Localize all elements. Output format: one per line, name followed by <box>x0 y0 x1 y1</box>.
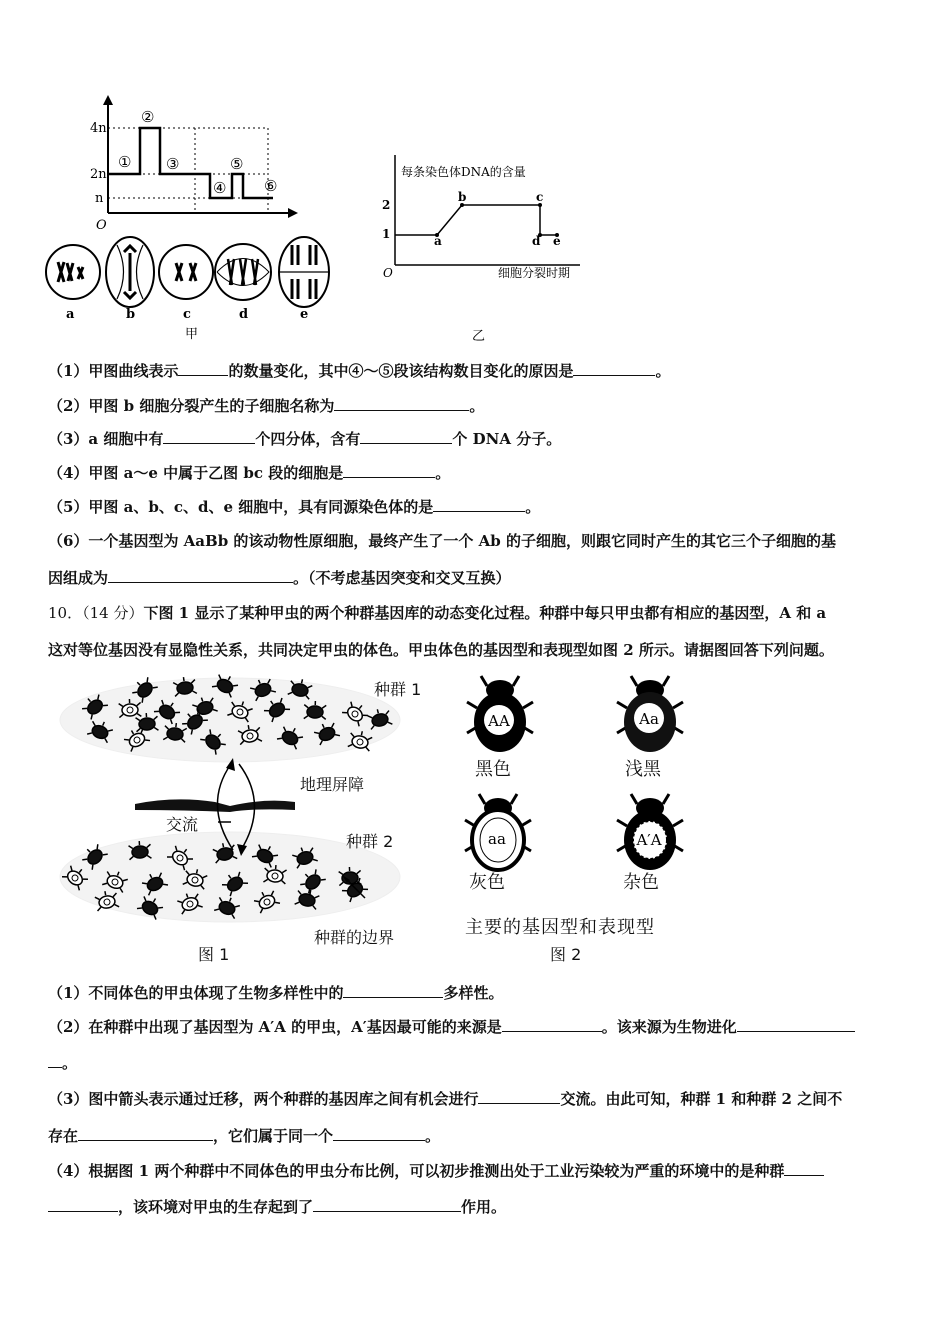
q9-part-1: （1）甲图曲线表示 的数量变化，其中④～⑤段该结构数目变化的原因是 。 <box>48 362 671 380</box>
q10-part-4: （4）根据图 1 两个种群中不同体色的甲虫分布比例，可以初步推测出处于工业污染较为严重的环境中的是种群 <box>48 1160 824 1181</box>
beetle-A'A-mottled <box>615 790 685 879</box>
cell-a <box>46 245 100 299</box>
y-axis-label: 每条染色体DNA的含量 <box>401 165 526 179</box>
q9-part-3: （3）a 细胞中有 个四分体，含有 个 DNA 分子。 <box>48 430 562 448</box>
phenotype-light-black: 浅黑 <box>625 759 661 780</box>
answer-blank[interactable] <box>334 395 469 411</box>
figure-caption-jia: 甲 <box>185 327 199 342</box>
cell-d <box>215 244 271 300</box>
q9-part-6-line1: （6）一个基因型为 AaBb 的该动物性原细胞，最终产生了一个 Ab 的子细胞，则跟它同时产生的其它三个子细胞的基 <box>48 532 836 550</box>
origin-label: O <box>383 266 393 280</box>
point-label-a: a <box>434 234 442 248</box>
beetle-icon <box>463 790 533 875</box>
population-1-label: 种群 1 <box>374 680 422 699</box>
point-label-b: b <box>458 190 467 204</box>
cell-label-d: d <box>239 307 249 322</box>
cell-label-c: c <box>183 307 191 322</box>
answer-blank[interactable] <box>343 462 435 478</box>
beetle-icon <box>615 672 685 757</box>
phenotype-black: 黑色 <box>475 759 511 780</box>
dna-content-line <box>395 203 559 237</box>
segment-6: ⑥ <box>264 177 278 195</box>
beetle-Aa-light-black <box>615 672 685 761</box>
tick-1: 1 <box>382 227 391 241</box>
answer-blank[interactable] <box>78 1125 213 1141</box>
answer-blank[interactable] <box>48 1196 118 1212</box>
answer-blank[interactable] <box>573 360 655 376</box>
segment-2: ② <box>141 108 155 126</box>
origin-label: O <box>96 218 107 233</box>
figure-yi <box>375 150 605 345</box>
tick-n: n <box>95 191 104 206</box>
tick-4n: 4n <box>90 121 107 136</box>
q10-part-3: （3）图中箭头表示通过迁移，两个种群的基因库之间有机会进行 交流。由此可知，种群 1 和种群 2 之间不 <box>48 1090 843 1108</box>
exchange-label: 交流 <box>166 815 199 834</box>
cell-e <box>279 237 329 307</box>
q10-part-2-line2: 。 <box>48 1052 77 1073</box>
figure-1-caption: 图 1 <box>198 945 230 964</box>
tick-2n: 2n <box>90 167 107 182</box>
segment-3: ③ <box>166 155 180 173</box>
svg-text:aa: aa <box>488 830 506 848</box>
point-label-d: d <box>532 234 541 248</box>
answer-blank[interactable] <box>333 1125 425 1141</box>
population-2-label: 种群 2 <box>346 832 394 851</box>
answer-blank[interactable] <box>737 1016 855 1032</box>
answer-blank[interactable] <box>784 1160 824 1176</box>
beetle-aa-black <box>465 672 535 761</box>
figure-jia <box>40 95 340 345</box>
q9-part-2: （2）甲图 b 细胞分裂产生的子细胞名称为 。 <box>48 397 485 415</box>
x-axis-label: 细胞分裂时期 <box>498 266 571 280</box>
phenotype-mottled: 杂色 <box>623 872 659 893</box>
answer-blank[interactable] <box>343 982 443 998</box>
answer-blank[interactable] <box>478 1088 560 1104</box>
cell-label-b: b <box>126 307 136 322</box>
barrier-label: 地理屏障 <box>300 775 365 794</box>
q10-stem-line2: 这对等位基因没有显隐性关系，共同决定甲虫的体色。甲虫体色的基因型和表现型如图 2 所示。请据图回答下列问题。 <box>48 641 834 659</box>
figure-2-caption: 图 2 <box>550 945 582 964</box>
cell-label-a: a <box>66 307 75 322</box>
q10-part-2: （2）在种群中出现了基因型为 A′A 的甲虫，A′基因最可能的来源是 。该来源为生物进化 <box>48 1016 855 1037</box>
answer-blank[interactable] <box>48 1052 62 1068</box>
dna-series-line <box>395 205 557 235</box>
phenotype-grey: 灰色 <box>469 872 505 893</box>
segment-4: ④ <box>213 179 227 197</box>
question-number: 10． <box>48 604 83 622</box>
segment-5: ⑤ <box>230 155 244 173</box>
cell-b <box>106 237 154 307</box>
segment-1: ① <box>118 153 132 171</box>
q10-stem-line1: 10．（14 分）下图 1 显示了某种甲虫的两个种群基因库的动态变化过程。种群中每只甲虫都有相应的基因型，A 和 a <box>48 604 827 622</box>
point-label-e: e <box>553 234 561 248</box>
point-label-c: c <box>536 190 544 204</box>
figure-caption-yi: 乙 <box>472 329 486 344</box>
svg-text:Aa: Aa <box>639 710 659 728</box>
q10-part-3-line2: 存在 ，它们属于同一个 。 <box>48 1127 441 1145</box>
beetle-icon <box>465 672 535 757</box>
svg-text:A′A: A′A <box>636 831 662 849</box>
geographic-barrier <box>135 799 295 812</box>
cell-label-e: e <box>300 307 309 322</box>
cell-c <box>159 245 213 299</box>
q9-part-6-line2: 因组成为 。（不考虑基因突变和交叉互换） <box>48 569 511 587</box>
question-score: （14 分） <box>82 604 144 622</box>
answer-blank[interactable] <box>433 496 525 512</box>
beetle-aa-grey <box>463 790 533 879</box>
boundary-label: 种群的边界 <box>314 928 395 947</box>
tick-2: 2 <box>382 198 391 212</box>
q10-part-4-line2: ，该环境对甲虫的生存起到了 作用。 <box>48 1196 506 1217</box>
answer-blank[interactable] <box>502 1016 602 1032</box>
svg-text:AA: AA <box>488 712 510 730</box>
q9-part-5: （5）甲图 a、b、c、d、e 细胞中，具有同源染色体的是 。 <box>48 498 541 516</box>
q10-part-1: （1）不同体色的甲虫体现了生物多样性中的 多样性。 <box>48 984 504 1002</box>
answer-blank[interactable] <box>178 360 228 376</box>
figure-2-subtitle: 主要的基因型和表现型 <box>465 917 655 938</box>
chromosome-curve <box>108 128 273 198</box>
answer-blank[interactable] <box>108 567 293 583</box>
answer-blank[interactable] <box>163 428 255 444</box>
answer-blank[interactable] <box>360 428 452 444</box>
figure-2-genotypes <box>455 672 715 972</box>
q9-part-4: （4）甲图 a～e 中属于乙图 bc 段的细胞是 。 <box>48 464 451 482</box>
answer-blank[interactable] <box>313 1196 461 1212</box>
beetle-icon <box>615 790 685 875</box>
